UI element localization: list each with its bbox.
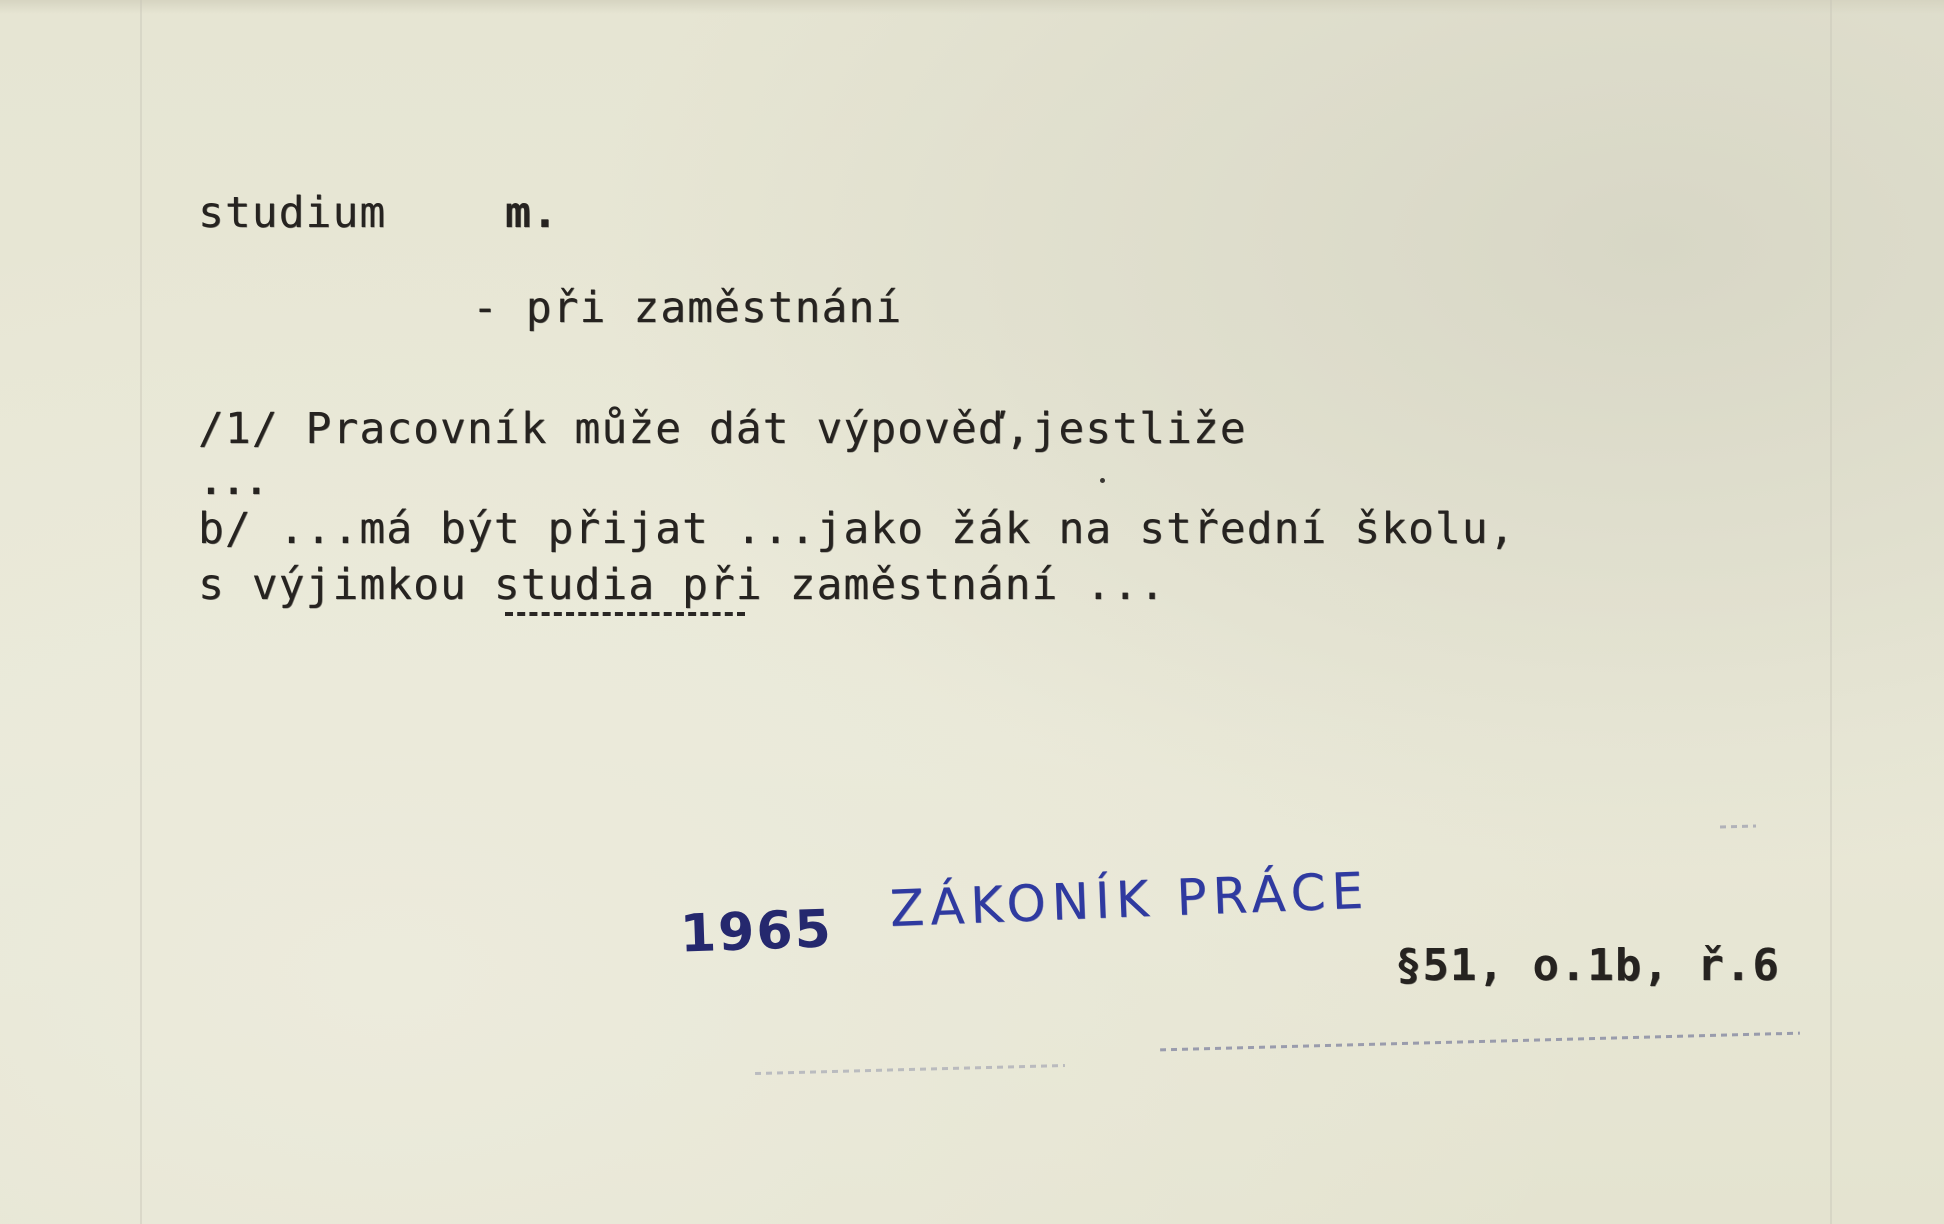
gender-label: m. xyxy=(505,188,559,238)
card-top-edge xyxy=(0,0,1944,14)
headword: studium xyxy=(198,188,387,238)
ink-dot xyxy=(1100,478,1105,483)
line-c-underlined-word: studia xyxy=(493,560,656,610)
stamp-smudge-right xyxy=(1160,1032,1800,1052)
ellipsis-line: ... xyxy=(200,462,269,503)
line-b: b/ ...má být přijat ...jako žák na střední školu, xyxy=(198,504,1516,554)
line-c-prefix: s výjimkou xyxy=(198,560,494,610)
stamp-smudge-left xyxy=(755,1064,1065,1075)
line-1: /1/ Pracovník může dát výpověď,jestliže xyxy=(198,404,1247,454)
stamp-year: 1965 xyxy=(678,899,834,965)
line-c-suffix: při zaměstnání ... xyxy=(655,560,1167,610)
stamp-smudge-small xyxy=(1720,825,1756,829)
reference: §51, o.1b, ř.6 xyxy=(1395,940,1780,991)
line-c xyxy=(198,560,1166,610)
margin-line-left xyxy=(140,0,142,1224)
underline-mark xyxy=(505,612,745,616)
margin-line-right xyxy=(1830,0,1832,1224)
stamp-source: ZÁKONÍK PRÁCE xyxy=(888,861,1371,938)
subentry: - při zaměstnání xyxy=(472,283,903,333)
